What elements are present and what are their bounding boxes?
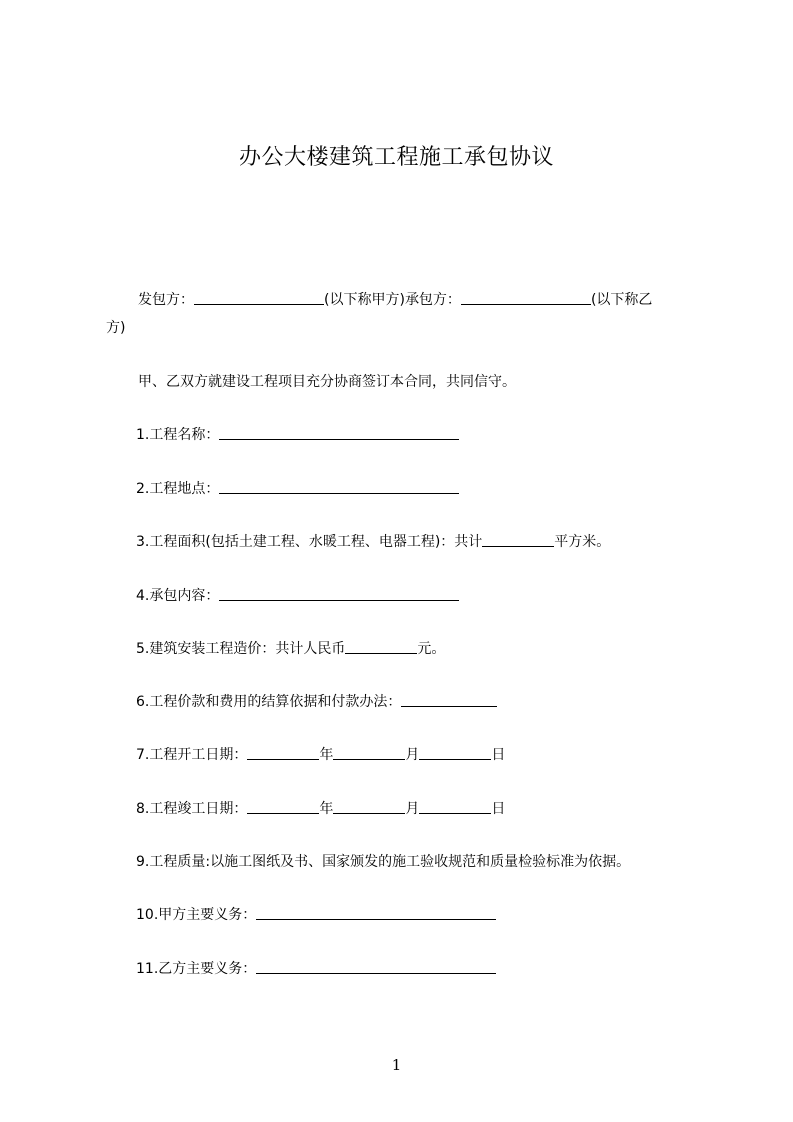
item-10-label: 10.甲方主要义务：	[136, 907, 257, 923]
intro-paragraph	[138, 372, 516, 392]
cost-blank[interactable]	[345, 639, 417, 654]
item-11-label: 11.乙方主要义务：	[136, 961, 257, 977]
item-7	[136, 745, 505, 765]
item-8	[136, 799, 505, 819]
item-1	[136, 425, 459, 445]
contract-scope-blank[interactable]	[219, 586, 459, 601]
item-6	[136, 692, 497, 712]
payment-method-blank[interactable]	[401, 692, 497, 707]
month-label: 月	[405, 747, 420, 763]
item-9	[136, 852, 630, 872]
parties-line	[138, 290, 652, 310]
area-blank[interactable]	[482, 532, 554, 547]
item-5-label: 5.建筑安装工程造价：共计人民币	[136, 641, 346, 657]
end-day-blank[interactable]	[419, 799, 491, 814]
party-b-suffix: (以下称乙	[590, 292, 653, 308]
party-a-duties-blank[interactable]	[256, 905, 496, 920]
document-title: 办公大楼建筑工程施工承包协议	[238, 145, 554, 170]
item-5	[136, 639, 445, 659]
party-b-suffix-cont: 方)	[106, 320, 126, 336]
item-2	[136, 479, 459, 499]
item-11	[136, 959, 496, 979]
party-b-label: 承包方：	[404, 292, 461, 308]
start-month-blank[interactable]	[333, 745, 405, 760]
party-a-label: 发包方：	[138, 292, 194, 308]
start-year-blank[interactable]	[247, 745, 319, 760]
end-year-blank[interactable]	[247, 799, 319, 814]
item-4	[136, 586, 459, 606]
item-10	[136, 905, 496, 925]
item-9-text: 9.工程质量:以施工图纸及书、国家颁发的施工验收规范和质量检验标准为依据。	[136, 854, 631, 870]
month-label: 月	[405, 801, 420, 817]
page-number: 1	[391, 1056, 402, 1074]
year-label: 年	[319, 747, 334, 763]
day-label: 日	[491, 747, 506, 763]
day-label: 日	[491, 801, 506, 817]
item-8-label: 8.工程竣工日期：	[136, 801, 248, 817]
party-b-duties-blank[interactable]	[256, 959, 496, 974]
item-6-label: 6.工程价款和费用的结算依据和付款办法：	[136, 694, 402, 710]
start-day-blank[interactable]	[419, 745, 491, 760]
party-a-suffix: (以下称甲方)	[324, 292, 405, 308]
parties-line-cont	[106, 318, 125, 338]
item-7-label: 7.工程开工日期：	[136, 747, 248, 763]
intro-text: 甲、乙双方就建设工程项目充分协商签订本合同，共同信守。	[138, 374, 516, 390]
item-3	[136, 532, 610, 552]
party-a-blank[interactable]	[194, 290, 324, 305]
project-name-blank[interactable]	[219, 425, 459, 440]
item-5-unit: 元。	[417, 641, 446, 657]
end-month-blank[interactable]	[333, 799, 405, 814]
item-4-label: 4.承包内容：	[136, 588, 220, 604]
item-1-label: 1.工程名称：	[136, 427, 220, 443]
party-b-blank[interactable]	[461, 290, 591, 305]
item-2-label: 2.工程地点：	[136, 481, 220, 497]
year-label: 年	[319, 801, 334, 817]
item-3-unit: 平方米。	[554, 534, 611, 550]
item-3-label: 3.工程面积(包括土建工程、水暖工程、电器工程)：共计	[136, 534, 483, 550]
project-location-blank[interactable]	[219, 479, 459, 494]
